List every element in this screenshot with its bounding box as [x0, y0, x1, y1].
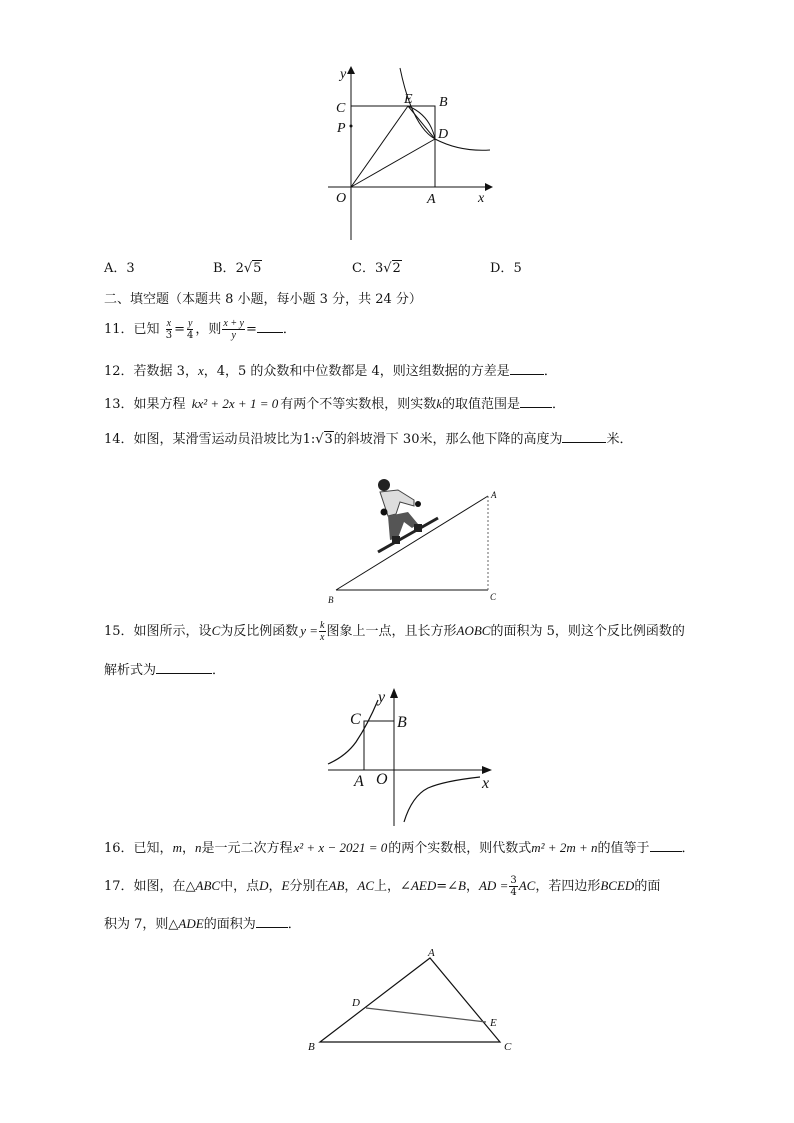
option-d-letter: D． [490, 261, 514, 276]
q17-number: 17． [104, 879, 134, 894]
q15-y-eq: y = [300, 623, 319, 638]
top-figure [320, 60, 500, 245]
q12-text-2: ，4，5 的众数和中位数都是 4，则这组数据的方差是 [203, 364, 510, 379]
q11-f1-num: x [166, 318, 172, 329]
option-c: C．3√2 [352, 261, 401, 276]
q17-b-angle: B [458, 878, 466, 893]
option-a-value: 3 [126, 261, 135, 276]
q12-number: 12． [104, 364, 134, 379]
q15-number: 15． [104, 624, 134, 639]
q15-text-3: 图象上一点，且长方形 [326, 624, 457, 639]
label-a: A [354, 773, 364, 790]
section-heading: 二、填空题（本题共 8 小题，每小题 3 分，共 24 分） [104, 292, 422, 307]
q17-ade: ADE [178, 916, 204, 931]
q11-f3-den: y [231, 330, 236, 341]
label-x: x [478, 191, 485, 206]
question-15-line-2 [104, 659, 225, 681]
q15-line-2-text: 解析式为 [104, 663, 157, 678]
q11-eq: = [174, 322, 185, 337]
question-13 [104, 393, 565, 415]
slope-line [336, 496, 488, 590]
q13-end: ． [552, 397, 566, 412]
q17-comma-2: ， [344, 879, 358, 894]
hyperbola-branch-left [328, 700, 378, 764]
option-b-coef: 2 [235, 261, 244, 276]
q15-text-1: 如图所示，设 [133, 624, 212, 639]
label-a: A [428, 947, 435, 959]
q17-text-7: 的面 [634, 879, 661, 894]
q15-fraction [319, 620, 325, 643]
label-p: P [337, 121, 346, 136]
slope-figure [318, 472, 508, 607]
option-d-value: 5 [513, 261, 522, 276]
segment-od [351, 139, 435, 187]
label-c: C [336, 101, 346, 116]
label-b: B [397, 714, 407, 731]
q17-text-3: 分别在 [289, 879, 329, 894]
label-x: x [482, 775, 490, 792]
q17-f-den: 4 [510, 887, 517, 898]
label-y: y [340, 67, 347, 82]
q11-fraction-1 [165, 318, 173, 341]
q13-text-1: 如果方程 [133, 397, 186, 412]
q17-f-num: 3 [510, 875, 517, 886]
q13-text-3: 的取值范围是 [442, 397, 521, 412]
label-b: B [328, 595, 334, 605]
q14-ratio: 1: [302, 432, 316, 447]
q13-equation: kx² + 2x + 1 = 0 [191, 396, 279, 411]
q11-end: ． [282, 322, 296, 337]
question-11 [104, 318, 296, 341]
q14-text-3: 米． [606, 432, 633, 447]
q17-comma-1: ， [268, 879, 282, 894]
option-b-letter: B． [213, 261, 236, 276]
option-c-letter: C． [352, 261, 375, 276]
question-16 [104, 837, 695, 859]
q17-text-6: ，若四边形 [535, 879, 601, 894]
q13-number: 13． [104, 397, 134, 412]
label-o: O [376, 771, 388, 788]
q16-comma: ， [181, 841, 195, 856]
question-15 [104, 620, 685, 643]
q17-text-1: 如图，在△ [133, 879, 196, 894]
q17-abc: ABC [195, 878, 221, 893]
rectangle-aobc [364, 721, 394, 770]
q11-text-3: = [246, 322, 257, 337]
q15-text-4: 的面积为 5，则这个反比例函数的 [490, 624, 685, 639]
label-c: C [504, 1041, 512, 1053]
skier-icon [378, 479, 438, 552]
q17-text-2: 中，点 [220, 879, 260, 894]
q15-f-num: k [320, 620, 325, 631]
q11-fraction-2 [186, 318, 194, 341]
q15-text-2: 为反比例函数 [220, 624, 299, 639]
q17-ac-2: AC [518, 878, 536, 893]
q15-aobc: AOBC [456, 623, 491, 638]
x-axis-arrow-icon [482, 766, 492, 774]
y-axis-arrow-icon [347, 66, 355, 74]
option-b-radicand: 5 [253, 261, 262, 276]
q17-text-5: =∠ [436, 879, 459, 894]
q17-line-2-text-b: 的面积为 [203, 917, 256, 932]
q14-number: 14． [104, 432, 134, 447]
label-e: E [404, 92, 413, 107]
q11-f3-num: x + y [223, 318, 244, 329]
point-p [350, 125, 353, 128]
label-e: E [490, 1017, 497, 1029]
question-17-line-2 [104, 913, 301, 935]
q12-text-1: 若数据 3， [133, 364, 198, 379]
q17-comma-3: ， [465, 879, 479, 894]
q13-k: k [436, 396, 443, 411]
q14-text-1: 如图，某滑雪运动员沿坡比为 [133, 432, 303, 447]
q13-answer-blank[interactable] [520, 393, 552, 408]
q17-d: D [259, 878, 269, 893]
option-c-coef: 3 [374, 261, 384, 276]
q16-m: m [172, 840, 182, 855]
q16-text-4: 的值等于 [597, 841, 650, 856]
option-c-radicand: 2 [392, 261, 401, 276]
question-14: 14．如图，某滑雪运动员沿坡比为1:√3的斜坡滑下 30米，那么他下降的高度为 米． [104, 428, 633, 450]
q16-answer-blank[interactable] [650, 837, 682, 852]
q17-fraction [509, 875, 517, 898]
q16-text-3: 的两个实数根，则代数式 [388, 841, 532, 856]
label-a: A [491, 490, 497, 500]
q12-x: x [197, 363, 204, 378]
q14-radicand: 3 [324, 432, 333, 447]
q11-f2-num: y [187, 318, 193, 329]
q14-text-2: 的斜坡滑下 30米，那么他下降的高度为 [333, 432, 563, 447]
label-d: D [438, 127, 449, 142]
q17-ad-eq: AD = [478, 878, 509, 893]
q13-text-2: 有两个不等实数根，则实数 [280, 397, 437, 412]
q17-end: ． [287, 917, 301, 932]
q12-end: ． [543, 364, 557, 379]
q16-n: n [194, 840, 202, 855]
y-axis-arrow-icon [390, 688, 398, 698]
inverse-function-figure [320, 684, 500, 829]
q11-fraction-3 [222, 318, 245, 341]
triangle-figure [300, 944, 530, 1059]
question-17 [104, 875, 660, 898]
q15-end: ． [212, 663, 226, 678]
q16-text-1: 已知， [133, 841, 173, 856]
q17-line-2-text-a: 积为 7，则△ [104, 917, 179, 932]
q17-ac: AC [357, 878, 375, 893]
label-a: A [427, 192, 436, 207]
q11-text-2: ，则 [195, 322, 222, 337]
segment-de [366, 1008, 486, 1022]
q17-ab: AB [328, 878, 345, 893]
triangle-abc [320, 958, 500, 1042]
q11-f2-den: 4 [186, 330, 194, 341]
q17-bced: BCED [600, 878, 635, 893]
option-a-letter: A． [104, 261, 127, 276]
q12-answer-blank[interactable] [510, 360, 544, 375]
option-d [490, 257, 522, 276]
label-b: B [439, 95, 448, 110]
q16-equation: x² + x − 2021 = 0 [293, 840, 388, 855]
q16-number: 16． [104, 841, 134, 856]
q16-end: ． [681, 841, 695, 856]
q11-number: 11． [104, 322, 134, 337]
q17-aed: AED [410, 878, 437, 893]
q15-c: C [211, 623, 221, 638]
q11-text-1: 已知 [133, 322, 160, 337]
q11-answer-blank[interactable] [257, 318, 283, 333]
label-c: C [490, 592, 497, 602]
label-b: B [308, 1041, 315, 1053]
x-axis-arrow-icon [485, 183, 493, 191]
question-12 [104, 360, 557, 382]
q16-text-2: 是一元二次方程 [201, 841, 293, 856]
q11-f1-den: 3 [165, 330, 173, 341]
hyperbola-branch-right [404, 777, 480, 822]
option-a [104, 257, 135, 276]
q17-text-4: 上，∠ [374, 879, 411, 894]
q15-f-den: x [320, 632, 325, 643]
label-y: y [378, 689, 386, 706]
q17-e: E [281, 878, 290, 893]
segment-oe [351, 106, 408, 187]
label-o: O [336, 191, 347, 206]
label-c: C [350, 711, 361, 728]
label-d: D [352, 997, 360, 1009]
q17-answer-blank[interactable] [256, 913, 288, 928]
segment-ed [408, 106, 435, 139]
q16-expression: m² + 2m + n [531, 840, 598, 855]
option-b: B．2√5 [213, 261, 262, 276]
q14-answer-blank[interactable] [562, 428, 606, 443]
q15-answer-blank[interactable] [156, 659, 212, 674]
